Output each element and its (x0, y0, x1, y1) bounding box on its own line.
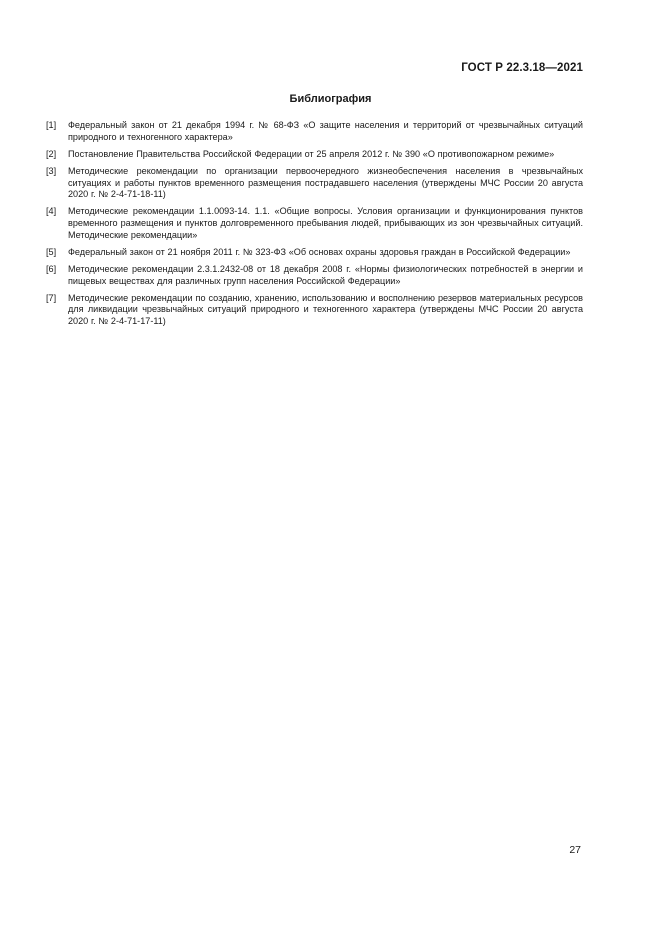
reference-number: [6] (46, 263, 57, 274)
reference-text: Методические рекомендации по созданию, хранению, использованию и восполнению резервов материальных ресурсов для ликвидации чрезвычайных ситуаций природного и техногенного характера (утверждены МЧС России 20 августа 2020 г. № 2-4-71-17-11) (68, 292, 583, 326)
reference-text: Методические рекомендации по организации первоочередного жизнеобеспечения населения в чрезвычайных ситуациях и работы пунктов временного размещения пострадавшего населения (утверждены МЧС России 20 августа 2020 г. № 2-4-71-18-11) (68, 165, 583, 200)
document-code: ГОСТ Р 22.3.18—2021 (461, 62, 583, 74)
reference-text: Методические рекомендации 2.3.1.2432-08 от 18 декабря 2008 г. «Нормы физиологических потребностей в энергии и пищевых веществах для различных групп населения Российской Федерации» (68, 263, 583, 286)
reference-text: Постановление Правительства Российской Федерации от 25 апреля 2012 г. № 390 «О противопожарном режиме» (68, 148, 555, 159)
reference-number: [5] (46, 246, 57, 257)
page-number: 27 (569, 844, 581, 856)
reference-number: [2] (46, 148, 57, 159)
reference-number: [7] (46, 292, 57, 303)
section-title: Библиография (289, 93, 372, 105)
bibliography-list (46, 120, 583, 333)
reference-number: [4] (46, 206, 57, 217)
reference-text: Федеральный закон от 21 ноября 2011 г. № 323-ФЗ «Об основах охраны здоровья граждан в Российской Федерации» (68, 246, 571, 257)
bibliography-item (46, 120, 583, 143)
reference-text: Федеральный закон от 21 декабря 1994 г. № 68-ФЗ «О защите населения и территорий от чрезвычайных ситуаций природного и техногенного характера» (68, 120, 583, 142)
bibliography-item (46, 149, 583, 161)
bibliography-item (46, 293, 583, 328)
reference-number: [3] (46, 165, 57, 176)
reference-number: [1] (46, 120, 57, 130)
bibliography-item (46, 166, 583, 201)
reference-text: Методические рекомендации 1.1.0093-14. 1.1. «Общие вопросы. Условия организации и функционирования пунктов временного размещения и пунктов долговременного пребывания людей, прибывающих из зон чрезвычайных ситуаций. Методические рекомендации» (68, 206, 583, 240)
bibliography-item (46, 206, 583, 241)
bibliography-item (46, 264, 583, 287)
bibliography-item (46, 247, 583, 259)
